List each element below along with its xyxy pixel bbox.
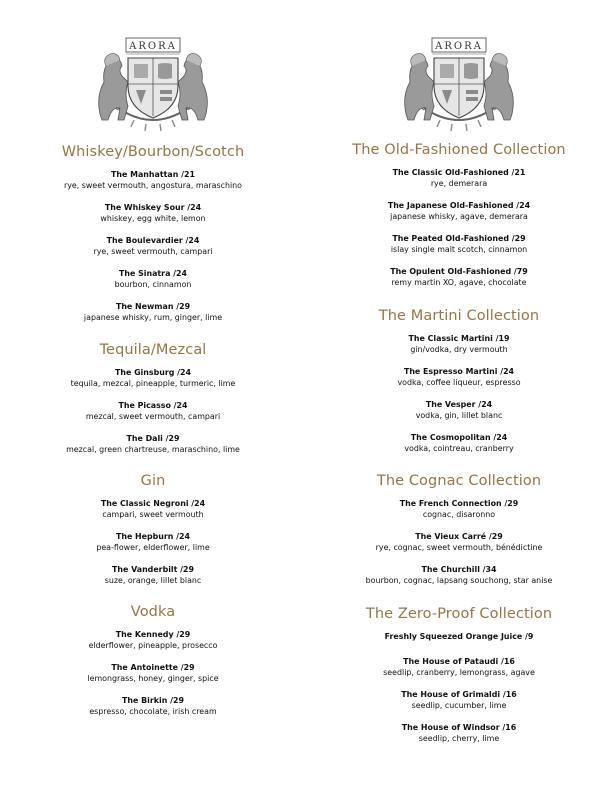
item-name: The Classic Negroni /24	[100, 499, 206, 508]
menu-item	[306, 333, 612, 355]
item-name: The Cosmopolitan /24	[410, 433, 508, 442]
item-ingredients: mezcal, sweet vermouth, campari	[85, 412, 221, 421]
item-ingredients: islay single malt scotch, cinnamon	[390, 245, 528, 254]
item-ingredients: bourbon, cognac, lapsang souchong, star anise	[365, 576, 553, 585]
section-martini	[306, 307, 612, 465]
section-zero-proof	[306, 605, 612, 755]
item-name: The Whiskey Sour /24	[104, 203, 202, 212]
section-heading: Gin	[140, 473, 166, 489]
right-column	[306, 0, 612, 792]
section-old-fashioned	[306, 141, 612, 299]
item-ingredients: vodka, gin, lillet blanc	[415, 411, 503, 420]
item-ingredients: seedlip, cherry, lime	[418, 734, 500, 743]
item-ingredients: lemongrass, honey, ginger, spice	[87, 674, 219, 683]
item-ingredients: mezcal, green chartreuse, maraschino, lime	[66, 445, 240, 454]
menu-item	[306, 689, 612, 711]
menu-item	[306, 233, 612, 255]
menu-item	[306, 498, 612, 520]
crest-logo-icon	[394, 36, 524, 132]
menu-item	[0, 169, 306, 191]
item-ingredients: vodka, coffee liqueur, espresso	[397, 378, 521, 387]
section-gin	[0, 472, 306, 597]
menu-item	[0, 433, 306, 455]
item-name: The House of Grimaldi /16	[401, 690, 517, 699]
menu-item	[306, 656, 612, 678]
item-name: The Japanese Old-Fashioned /24	[387, 201, 531, 210]
section-heading: Tequila/Mezcal	[99, 342, 207, 358]
menu-item	[0, 235, 306, 257]
menu-item	[306, 531, 612, 553]
section-heading: The Zero-Proof Collection	[365, 606, 553, 622]
section-heading: The Martini Collection	[378, 308, 540, 324]
item-name: The Ginsburg /24	[114, 368, 191, 377]
item-ingredients: japanese whisky, agave, demerara	[390, 212, 528, 221]
menu-item	[0, 498, 306, 520]
item-name: The Classic Martini /19	[408, 334, 510, 343]
item-ingredients: gin/vodka, dry vermouth	[410, 345, 508, 354]
menu-item	[0, 400, 306, 422]
brand-wordmark: ARORA	[435, 41, 483, 52]
section-heading: The Cognac Collection	[376, 473, 542, 489]
item-ingredients: seedlip, cucumber, lime	[411, 701, 507, 710]
item-name: The House of Windsor /16	[401, 723, 517, 732]
menu-item	[0, 202, 306, 224]
section-cognac	[306, 472, 612, 597]
item-name: The Birkin /29	[122, 696, 184, 705]
item-ingredients: whiskey, egg white, lemon	[100, 214, 206, 223]
item-name: The Newman /29	[115, 302, 191, 311]
menu-item	[0, 695, 306, 717]
brand-wordmark: ARORA	[129, 41, 177, 52]
item-ingredients: rye, cognac, sweet vermouth, bénédictine	[375, 543, 543, 552]
item-ingredients: tequila, mezcal, pineapple, turmeric, lime	[70, 379, 236, 388]
menu-item	[306, 564, 612, 586]
section-heading: The Old-Fashioned Collection	[352, 142, 566, 158]
item-ingredients: cognac, disaronno	[422, 510, 496, 519]
item-ingredients: rye, demerara	[430, 179, 488, 188]
item-name: The Hepburn /24	[115, 532, 191, 541]
item-ingredients: seedlip, cranberry, lemongrass, agave	[383, 668, 535, 677]
menu-item	[306, 266, 612, 288]
item-ingredients: rye, sweet vermouth, angostura, maraschino	[64, 181, 242, 190]
menu-item	[306, 366, 612, 388]
item-name: The Manhattan /21	[111, 170, 195, 179]
item-ingredients: elderflower, pineapple, prosecco	[88, 641, 218, 650]
item-name: The Peated Old-Fashioned /29	[392, 234, 526, 243]
menu-item	[0, 629, 306, 651]
crest-logo-icon	[88, 36, 218, 132]
menu-item	[306, 432, 612, 454]
menu-item	[306, 167, 612, 189]
menu-item	[0, 367, 306, 389]
item-ingredients: campari, sweet vermouth	[102, 510, 204, 519]
item-name: The French Connection /29	[399, 499, 519, 508]
menu-item	[0, 662, 306, 684]
item-name: The Kennedy /29	[115, 630, 191, 639]
menu-item	[0, 301, 306, 323]
menu-item	[0, 268, 306, 290]
menu-item	[306, 631, 612, 642]
item-ingredients: pea-flower, elderflower, lime	[96, 543, 210, 552]
item-name: The Opulent Old-Fashioned /79	[390, 267, 528, 276]
menu-item	[0, 531, 306, 553]
item-ingredients: bourbon, cinnamon	[114, 280, 192, 289]
item-name: The Sinatra /24	[118, 269, 188, 278]
menu-item	[306, 722, 612, 744]
section-heading: Whiskey/Bourbon/Scotch	[61, 144, 245, 160]
item-name: Freshly Squeezed Orange Juice /9	[384, 632, 534, 641]
item-name: The Churchill /34	[421, 565, 497, 574]
item-ingredients: suze, orange, lillet blanc	[104, 576, 202, 585]
item-name: The Classic Old-Fashioned /21	[392, 168, 526, 177]
menu-item	[306, 399, 612, 421]
item-name: The Boulevardier /24	[106, 236, 200, 245]
item-ingredients: rye, sweet vermouth, campari	[93, 247, 213, 256]
item-name: The Vanderbilt /29	[111, 565, 195, 574]
menu-item	[0, 564, 306, 586]
section-heading: Vodka	[130, 604, 176, 620]
section-vodka	[0, 603, 306, 728]
section-tequila	[0, 341, 306, 466]
section-whiskey	[0, 143, 306, 334]
item-name: The Espresso Martini /24	[403, 367, 515, 376]
item-name: The Dali /29	[126, 434, 180, 443]
menu-item	[306, 200, 612, 222]
item-ingredients: espresso, chocolate, irish cream	[89, 707, 217, 716]
item-ingredients: remy martin XO, agave, chocolate	[391, 278, 527, 287]
item-name: The Picasso /24	[118, 401, 188, 410]
item-name: The Vesper /24	[425, 400, 493, 409]
item-name: The Vieux Carré /29	[415, 532, 503, 541]
item-ingredients: japanese whisky, rum, ginger, lime	[83, 313, 223, 322]
item-ingredients: vodka, cointreau, cranberry	[404, 444, 514, 453]
item-name: The Antoinette /29	[111, 663, 195, 672]
item-name: The House of Pataudi /16	[403, 657, 515, 666]
